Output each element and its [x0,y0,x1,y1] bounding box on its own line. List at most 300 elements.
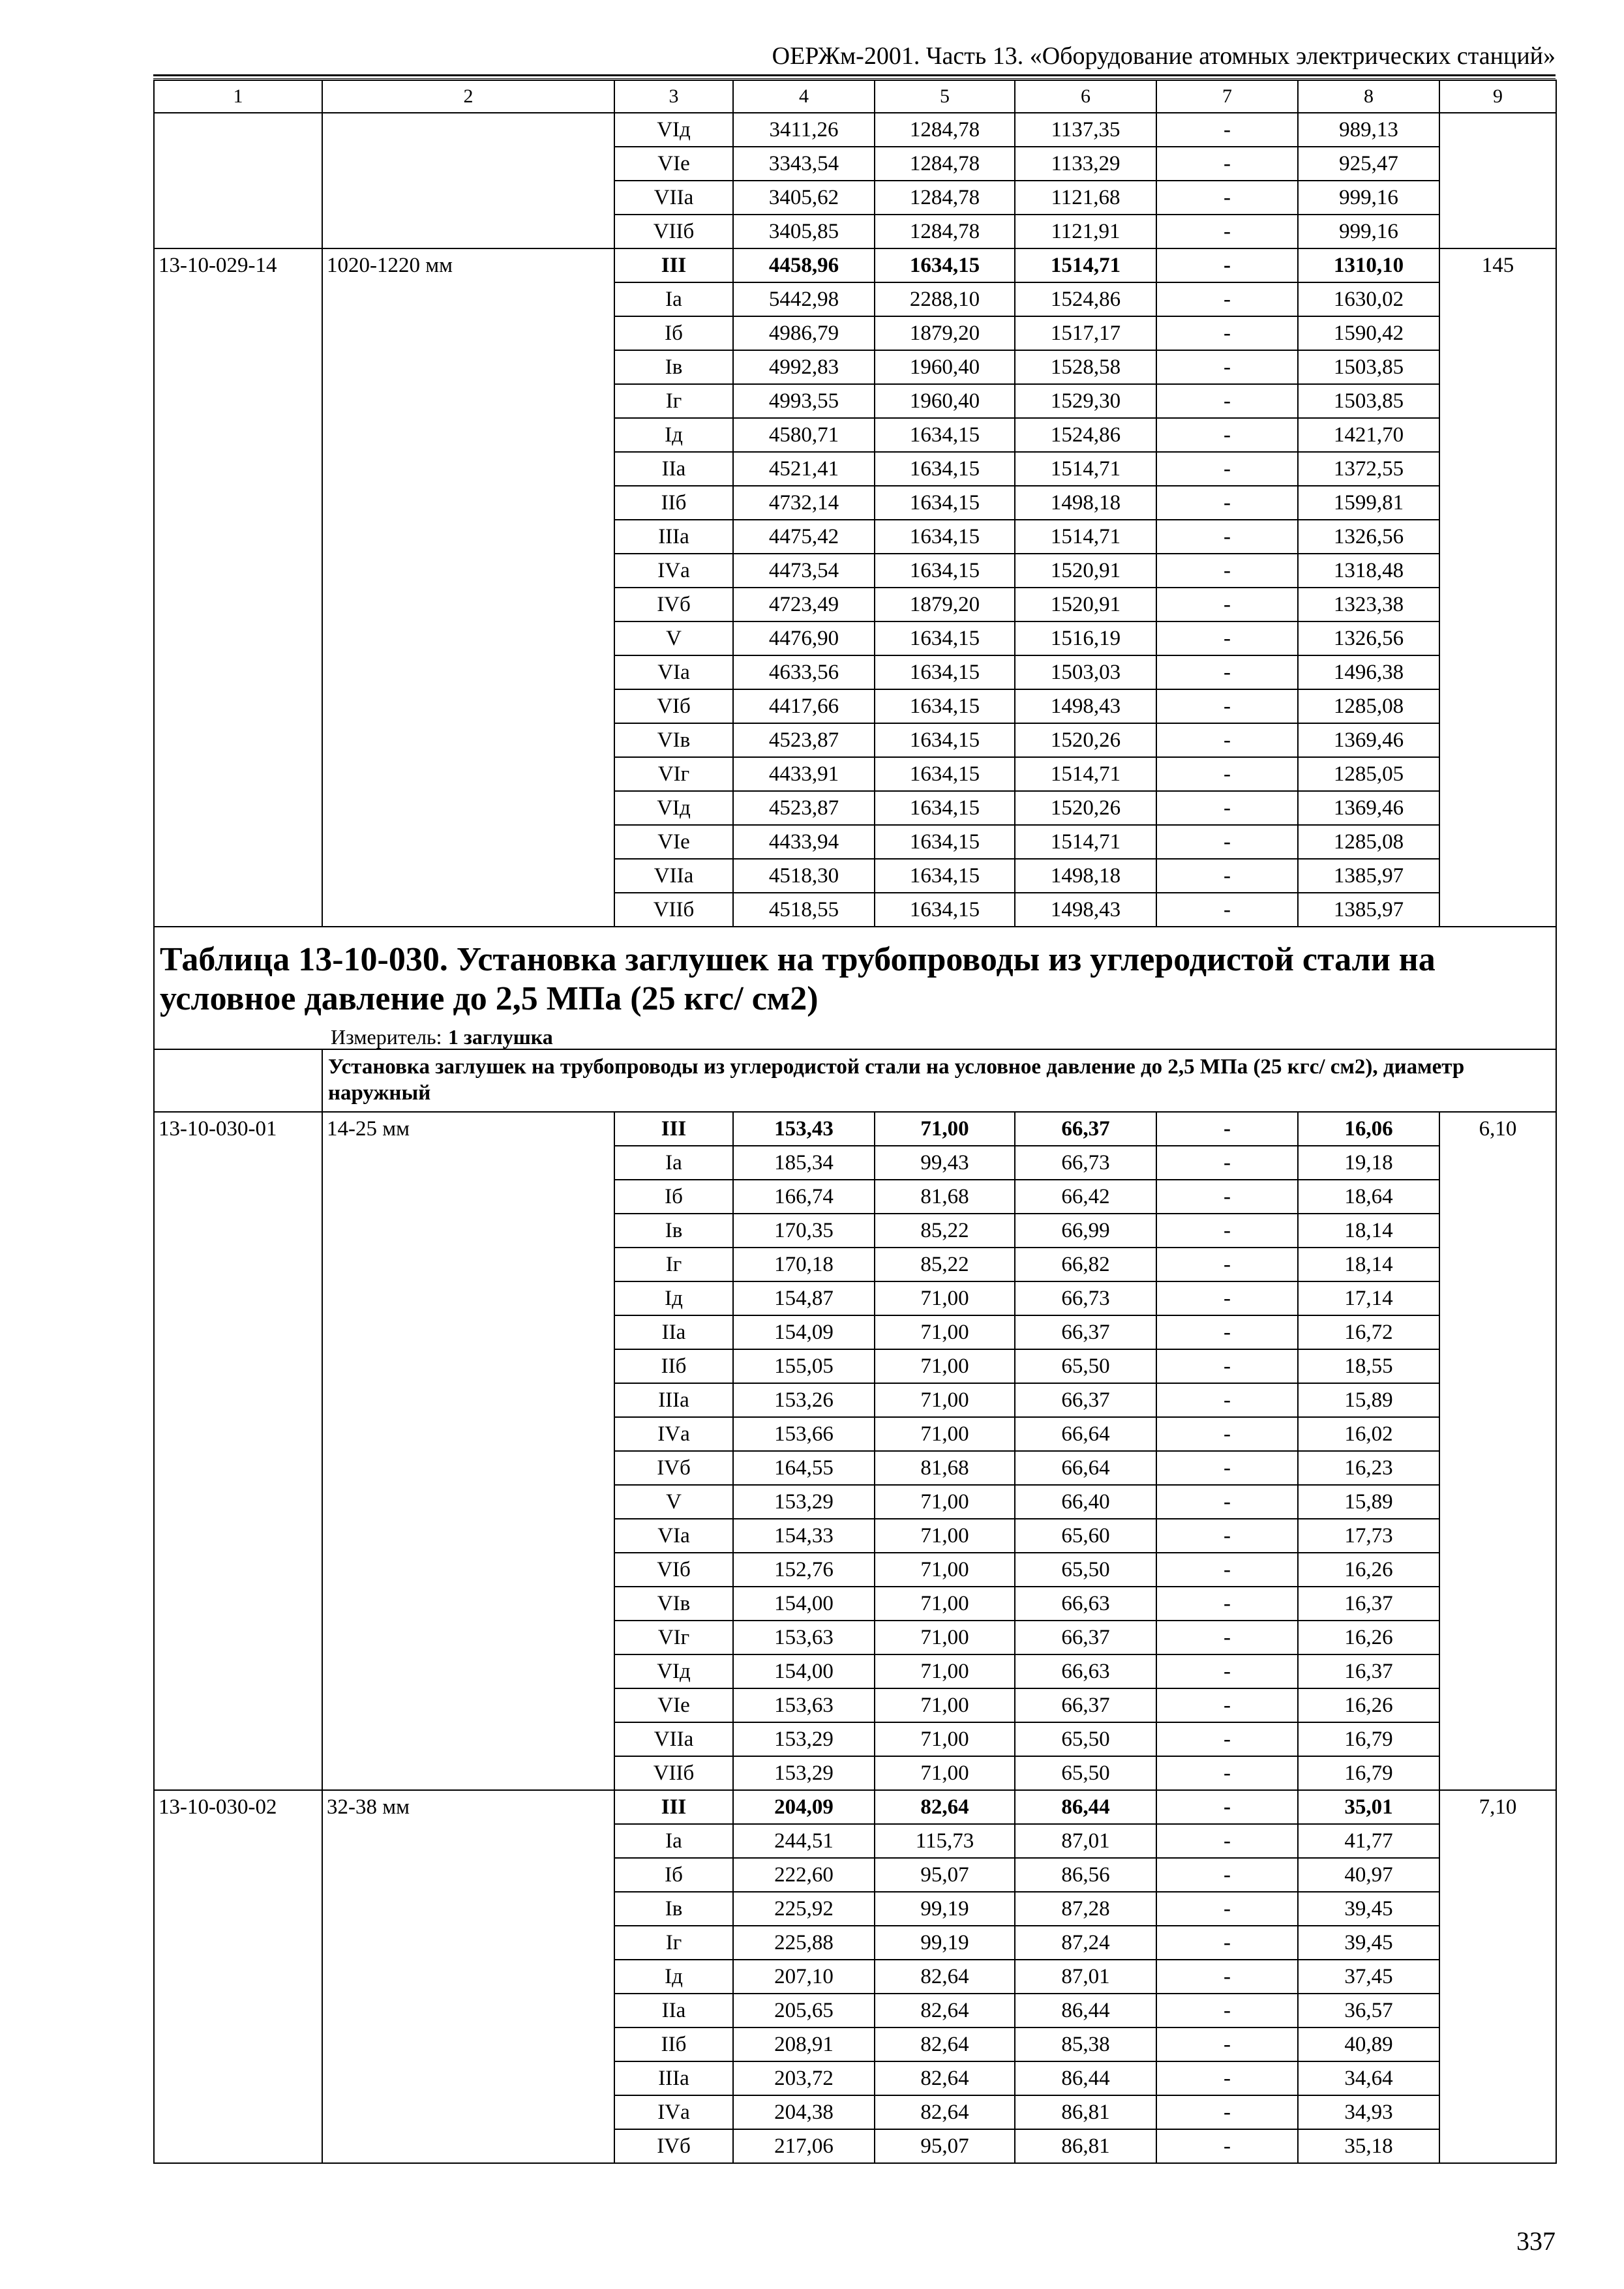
value-cell: 4473,54 [733,554,875,588]
value-cell: - [1156,248,1298,282]
value-cell: 71,00 [875,1688,1015,1722]
value-cell: 1634,15 [875,554,1015,588]
value-cell: - [1156,2129,1298,2163]
value-cell: 1590,42 [1298,316,1439,350]
value-cell: 1369,46 [1298,723,1439,757]
value-cell: IVа [614,554,733,588]
value-cell: 4458,96 [733,248,875,282]
value-cell: - [1156,316,1298,350]
value-cell: 1520,26 [1015,791,1156,825]
value-cell: VIд [614,791,733,825]
value-cell: - [1156,791,1298,825]
value-cell: 1634,15 [875,689,1015,723]
value-cell: 66,40 [1015,1485,1156,1519]
value-cell: 1326,56 [1298,621,1439,655]
value-cell: 153,66 [733,1417,875,1451]
value-cell: 71,00 [875,1349,1015,1383]
value-cell: 185,34 [733,1146,875,1180]
value-cell: 85,22 [875,1248,1015,1281]
value-cell: - [1156,215,1298,248]
value-cell: 66,99 [1015,1214,1156,1248]
subheading-row [154,1049,1556,1112]
value-cell: 1634,15 [875,723,1015,757]
value-cell: 5442,98 [733,282,875,316]
value-cell: 16,37 [1298,1587,1439,1621]
value-cell: 1517,17 [1015,316,1156,350]
measure-line [160,1025,1550,1049]
value-cell: 153,29 [733,1722,875,1756]
value-cell: 205,65 [733,1994,875,2027]
table-title-cell [154,927,1556,1049]
value-cell: 153,63 [733,1621,875,1654]
value-cell: 99,43 [875,1146,1015,1180]
value-cell: 2288,10 [875,282,1015,316]
value-cell: 66,37 [1015,1315,1156,1349]
value-cell: - [1156,859,1298,893]
value-cell: III [614,1112,733,1146]
value-cell: IIа [614,1315,733,1349]
value-cell: 1498,43 [1015,893,1156,927]
value-cell: 1284,78 [875,215,1015,248]
value-cell: 203,72 [733,2061,875,2095]
value-cell: IIа [614,1994,733,2027]
value-cell: VIв [614,723,733,757]
value-cell: 82,64 [875,2095,1015,2129]
page-header: ОЕРЖм-2001. Часть 13. «Оборудование атомных электрических станций» [772,42,1556,70]
value-cell: 17,14 [1298,1281,1439,1315]
value-cell: 16,37 [1298,1654,1439,1688]
value-cell: 15,89 [1298,1485,1439,1519]
value-cell: - [1156,1722,1298,1756]
value-cell: 66,37 [1015,1688,1156,1722]
value-cell: 65,60 [1015,1519,1156,1553]
value-cell: - [1156,1248,1298,1281]
value-cell: VIе [614,1688,733,1722]
value-cell: 66,63 [1015,1587,1156,1621]
value-cell: 4475,42 [733,520,875,554]
value-cell: 35,01 [1298,1790,1439,1824]
value-cell: 35,18 [1298,2129,1439,2163]
rate-name-cell: 1020-1220 мм [322,248,614,927]
value-cell: - [1156,893,1298,927]
value-cell: III [614,1790,733,1824]
value-cell: 95,07 [875,1858,1015,1892]
column-9-cell: 6,10 [1439,1112,1556,1790]
value-cell: 1133,29 [1015,147,1156,181]
value-cell: - [1156,1519,1298,1553]
column-9-cell [1439,113,1556,248]
value-cell: 1520,91 [1015,554,1156,588]
value-cell: 41,77 [1298,1824,1439,1858]
value-cell: 999,16 [1298,215,1439,248]
value-cell: 66,37 [1015,1621,1156,1654]
subheading-cell: Установка заглушек на трубопроводы из углеродистой стали на условное давление до 2,5 МПа (25 кгс/ см2), диаметр наружный [322,1049,1556,1112]
column-number-row [154,80,1556,113]
value-cell: 4986,79 [733,316,875,350]
value-cell: 244,51 [733,1824,875,1858]
value-cell: Iг [614,1926,733,1960]
value-cell: 4580,71 [733,418,875,452]
value-cell: Iд [614,1960,733,1994]
value-cell: 71,00 [875,1654,1015,1688]
value-cell: VIб [614,689,733,723]
value-cell: 65,50 [1015,1722,1156,1756]
value-cell: - [1156,384,1298,418]
value-cell: 1634,15 [875,757,1015,791]
value-cell: 4521,41 [733,452,875,486]
value-cell: IIб [614,2027,733,2061]
value-cell: Iд [614,418,733,452]
value-cell: - [1156,1349,1298,1383]
value-cell: 18,55 [1298,1349,1439,1383]
value-cell: - [1156,588,1298,621]
subheading-blank-cell [154,1049,322,1112]
value-cell: 1137,35 [1015,113,1156,147]
value-cell: - [1156,1892,1298,1926]
value-cell: 1285,08 [1298,689,1439,723]
value-cell: 81,68 [875,1451,1015,1485]
value-cell: VIе [614,825,733,859]
column-number: 5 [875,80,1015,113]
value-cell: 1879,20 [875,588,1015,621]
value-cell: 207,10 [733,1960,875,1994]
value-cell: - [1156,1485,1298,1519]
value-cell: IIб [614,1349,733,1383]
value-cell: - [1156,554,1298,588]
value-cell: 86,81 [1015,2095,1156,2129]
value-cell: 39,45 [1298,1926,1439,1960]
value-cell: - [1156,418,1298,452]
value-cell: - [1156,282,1298,316]
value-cell: IVб [614,2129,733,2163]
value-cell: IVб [614,1451,733,1485]
value-cell: 87,24 [1015,1926,1156,1960]
value-cell: 82,64 [875,2027,1015,2061]
value-cell: Iб [614,1180,733,1214]
value-cell: III [614,248,733,282]
value-cell: 81,68 [875,1180,1015,1214]
value-cell: 1524,86 [1015,418,1156,452]
measure-value: 1 заглушка [448,1025,553,1049]
value-cell: 154,87 [733,1281,875,1315]
value-cell: 1318,48 [1298,554,1439,588]
value-cell: 1514,71 [1015,825,1156,859]
value-cell: - [1156,113,1298,147]
value-cell: - [1156,1824,1298,1858]
value-cell: 66,37 [1015,1112,1156,1146]
value-cell: - [1156,1180,1298,1214]
value-cell: 3405,85 [733,215,875,248]
value-cell: 82,64 [875,1960,1015,1994]
value-cell: - [1156,723,1298,757]
value-cell: 99,19 [875,1892,1015,1926]
value-cell: 1385,97 [1298,859,1439,893]
value-cell: - [1156,147,1298,181]
value-cell: 153,29 [733,1756,875,1790]
value-cell: 4523,87 [733,791,875,825]
value-cell: VIв [614,1587,733,1621]
value-cell: 1369,46 [1298,791,1439,825]
value-cell: 989,13 [1298,113,1439,147]
value-cell: VIд [614,1654,733,1688]
value-cell: 999,16 [1298,181,1439,215]
value-cell: 1634,15 [875,825,1015,859]
value-cell: 1284,78 [875,147,1015,181]
value-cell: IVб [614,588,733,621]
value-cell: - [1156,1587,1298,1621]
value-cell: 1634,15 [875,486,1015,520]
table-row [154,248,1556,282]
value-cell: 222,60 [733,1858,875,1892]
value-cell: VIIб [614,1756,733,1790]
value-cell: 153,26 [733,1383,875,1417]
value-cell: - [1156,1926,1298,1960]
value-cell: 40,89 [1298,2027,1439,2061]
value-cell: 18,14 [1298,1248,1439,1281]
value-cell: VIIа [614,859,733,893]
value-cell: 217,06 [733,2129,875,2163]
value-cell: 85,38 [1015,2027,1156,2061]
value-cell: 170,35 [733,1214,875,1248]
value-cell: 4633,56 [733,655,875,689]
column-number: 1 [154,80,322,113]
table-row [154,1112,1556,1146]
value-cell: 1960,40 [875,350,1015,384]
value-cell: 65,50 [1015,1349,1156,1383]
value-cell: VIг [614,1621,733,1654]
value-cell: 16,79 [1298,1722,1439,1756]
column-number: 8 [1298,80,1439,113]
value-cell: VIIа [614,181,733,215]
value-cell: IIIа [614,520,733,554]
value-cell: 4993,55 [733,384,875,418]
header-rule [153,74,1556,79]
value-cell: IIIа [614,2061,733,2095]
value-cell: - [1156,1756,1298,1790]
column-number: 3 [614,80,733,113]
value-cell: - [1156,1383,1298,1417]
value-cell: 4518,55 [733,893,875,927]
table-title-row [154,927,1556,1049]
value-cell: Iб [614,1858,733,1892]
value-cell: 204,38 [733,2095,875,2129]
value-cell: 225,88 [733,1926,875,1960]
value-cell: 19,18 [1298,1146,1439,1180]
value-cell: - [1156,1214,1298,1248]
value-cell: V [614,1485,733,1519]
value-cell: 17,73 [1298,1519,1439,1553]
value-cell: 4723,49 [733,588,875,621]
rate-name-cell: 14-25 мм [322,1112,614,1790]
value-cell: 4417,66 [733,689,875,723]
value-cell: Iа [614,1824,733,1858]
value-cell: - [1156,2061,1298,2095]
value-cell: Iв [614,1214,733,1248]
value-cell: 1503,85 [1298,384,1439,418]
value-cell: 925,47 [1298,147,1439,181]
value-cell: 1528,58 [1015,350,1156,384]
value-cell: 65,50 [1015,1756,1156,1790]
rate-code-cell: 13-10-030-01 [154,1112,322,1790]
value-cell: 37,45 [1298,1960,1439,1994]
value-cell: 1421,70 [1298,418,1439,452]
value-cell: 208,91 [733,2027,875,2061]
value-cell: IIб [614,486,733,520]
value-cell: - [1156,757,1298,791]
value-cell: 1496,38 [1298,655,1439,689]
value-cell: - [1156,689,1298,723]
value-cell: 15,89 [1298,1383,1439,1417]
value-cell: 1284,78 [875,113,1015,147]
value-cell: 71,00 [875,1587,1015,1621]
value-cell: 1879,20 [875,316,1015,350]
value-cell: 85,22 [875,1214,1015,1248]
value-cell: 166,74 [733,1180,875,1214]
rate-code-cell: 13-10-030-02 [154,1790,322,2163]
value-cell: 87,01 [1015,1824,1156,1858]
value-cell: - [1156,350,1298,384]
value-cell: 71,00 [875,1553,1015,1587]
value-cell: - [1156,1315,1298,1349]
value-cell: 71,00 [875,1519,1015,1553]
value-cell: Iб [614,316,733,350]
column-number: 4 [733,80,875,113]
value-cell: Iд [614,1281,733,1315]
value-cell: - [1156,1281,1298,1315]
column-number: 2 [322,80,614,113]
value-cell: - [1156,452,1298,486]
value-cell: 1503,85 [1298,350,1439,384]
value-cell: 40,97 [1298,1858,1439,1892]
value-cell: 87,01 [1015,1960,1156,1994]
value-cell: 3411,26 [733,113,875,147]
value-cell: - [1156,2027,1298,2061]
value-cell: - [1156,1553,1298,1587]
value-cell: 87,28 [1015,1892,1156,1926]
column-number: 6 [1015,80,1156,113]
value-cell: Iг [614,384,733,418]
value-cell: 71,00 [875,1281,1015,1315]
value-cell: 86,44 [1015,1994,1156,2027]
value-cell: Iв [614,1892,733,1926]
value-cell: 4992,83 [733,350,875,384]
value-cell: VIд [614,113,733,147]
value-cell: 34,64 [1298,2061,1439,2095]
value-cell: 1285,05 [1298,757,1439,791]
value-cell: 154,33 [733,1519,875,1553]
value-cell: 1503,03 [1015,655,1156,689]
value-cell: 4476,90 [733,621,875,655]
value-cell: 1516,19 [1015,621,1156,655]
rate-code-cell: 13-10-029-14 [154,248,322,927]
value-cell: 1326,56 [1298,520,1439,554]
value-cell: 1634,15 [875,452,1015,486]
value-cell: VIг [614,757,733,791]
value-cell: 1514,71 [1015,757,1156,791]
value-cell: 1285,08 [1298,825,1439,859]
value-cell: 1514,71 [1015,452,1156,486]
value-cell: 36,57 [1298,1994,1439,2027]
value-cell: 152,76 [733,1553,875,1587]
value-cell: 71,00 [875,1315,1015,1349]
value-cell: 16,26 [1298,1688,1439,1722]
value-cell: 1121,91 [1015,215,1156,248]
value-cell: 1529,30 [1015,384,1156,418]
value-cell: 39,45 [1298,1892,1439,1926]
value-cell: VIб [614,1553,733,1587]
value-cell: 153,29 [733,1485,875,1519]
value-cell: VIIа [614,1722,733,1756]
value-cell: 4433,91 [733,757,875,791]
value-cell: 154,00 [733,1654,875,1688]
value-cell: Iг [614,1248,733,1281]
rate-name-cell [322,113,614,248]
value-cell: 1520,26 [1015,723,1156,757]
value-cell: 4518,30 [733,859,875,893]
value-cell: IVа [614,1417,733,1451]
value-cell: 1630,02 [1298,282,1439,316]
value-cell: 16,02 [1298,1417,1439,1451]
value-cell: 1514,71 [1015,248,1156,282]
value-cell: 1520,91 [1015,588,1156,621]
value-cell: 1514,71 [1015,520,1156,554]
value-cell: - [1156,655,1298,689]
value-cell: 1372,55 [1298,452,1439,486]
value-cell: 18,14 [1298,1214,1439,1248]
value-cell: 1634,15 [875,893,1015,927]
value-cell: VIIб [614,215,733,248]
value-cell: 71,00 [875,1621,1015,1654]
value-cell: Iв [614,350,733,384]
value-cell: 71,00 [875,1756,1015,1790]
value-cell: 4732,14 [733,486,875,520]
value-cell: 3405,62 [733,181,875,215]
value-cell: - [1156,486,1298,520]
value-cell: 1634,15 [875,655,1015,689]
value-cell: 66,82 [1015,1248,1156,1281]
value-cell: 71,00 [875,1722,1015,1756]
value-cell: - [1156,181,1298,215]
value-cell: 99,19 [875,1926,1015,1960]
value-cell: - [1156,1146,1298,1180]
value-cell: 1385,97 [1298,893,1439,927]
value-cell: 1310,10 [1298,248,1439,282]
value-cell: - [1156,1790,1298,1824]
rates-table [153,80,1557,2164]
value-cell: VIа [614,655,733,689]
value-cell: 4523,87 [733,723,875,757]
value-cell: 95,07 [875,2129,1015,2163]
value-cell: 16,72 [1298,1315,1439,1349]
value-cell: 66,37 [1015,1383,1156,1417]
value-cell: 16,26 [1298,1621,1439,1654]
value-cell: 86,56 [1015,1858,1156,1892]
value-cell: 1498,18 [1015,859,1156,893]
value-cell: 1498,43 [1015,689,1156,723]
value-cell: Iа [614,282,733,316]
value-cell: 34,93 [1298,2095,1439,2129]
value-cell: VIа [614,1519,733,1553]
value-cell: 66,63 [1015,1654,1156,1688]
value-cell: 16,26 [1298,1553,1439,1587]
value-cell: 204,09 [733,1790,875,1824]
value-cell: 170,18 [733,1248,875,1281]
value-cell: - [1156,1654,1298,1688]
value-cell: 86,81 [1015,2129,1156,2163]
value-cell: 225,92 [733,1892,875,1926]
value-cell: 1634,15 [875,418,1015,452]
value-cell: 153,63 [733,1688,875,1722]
